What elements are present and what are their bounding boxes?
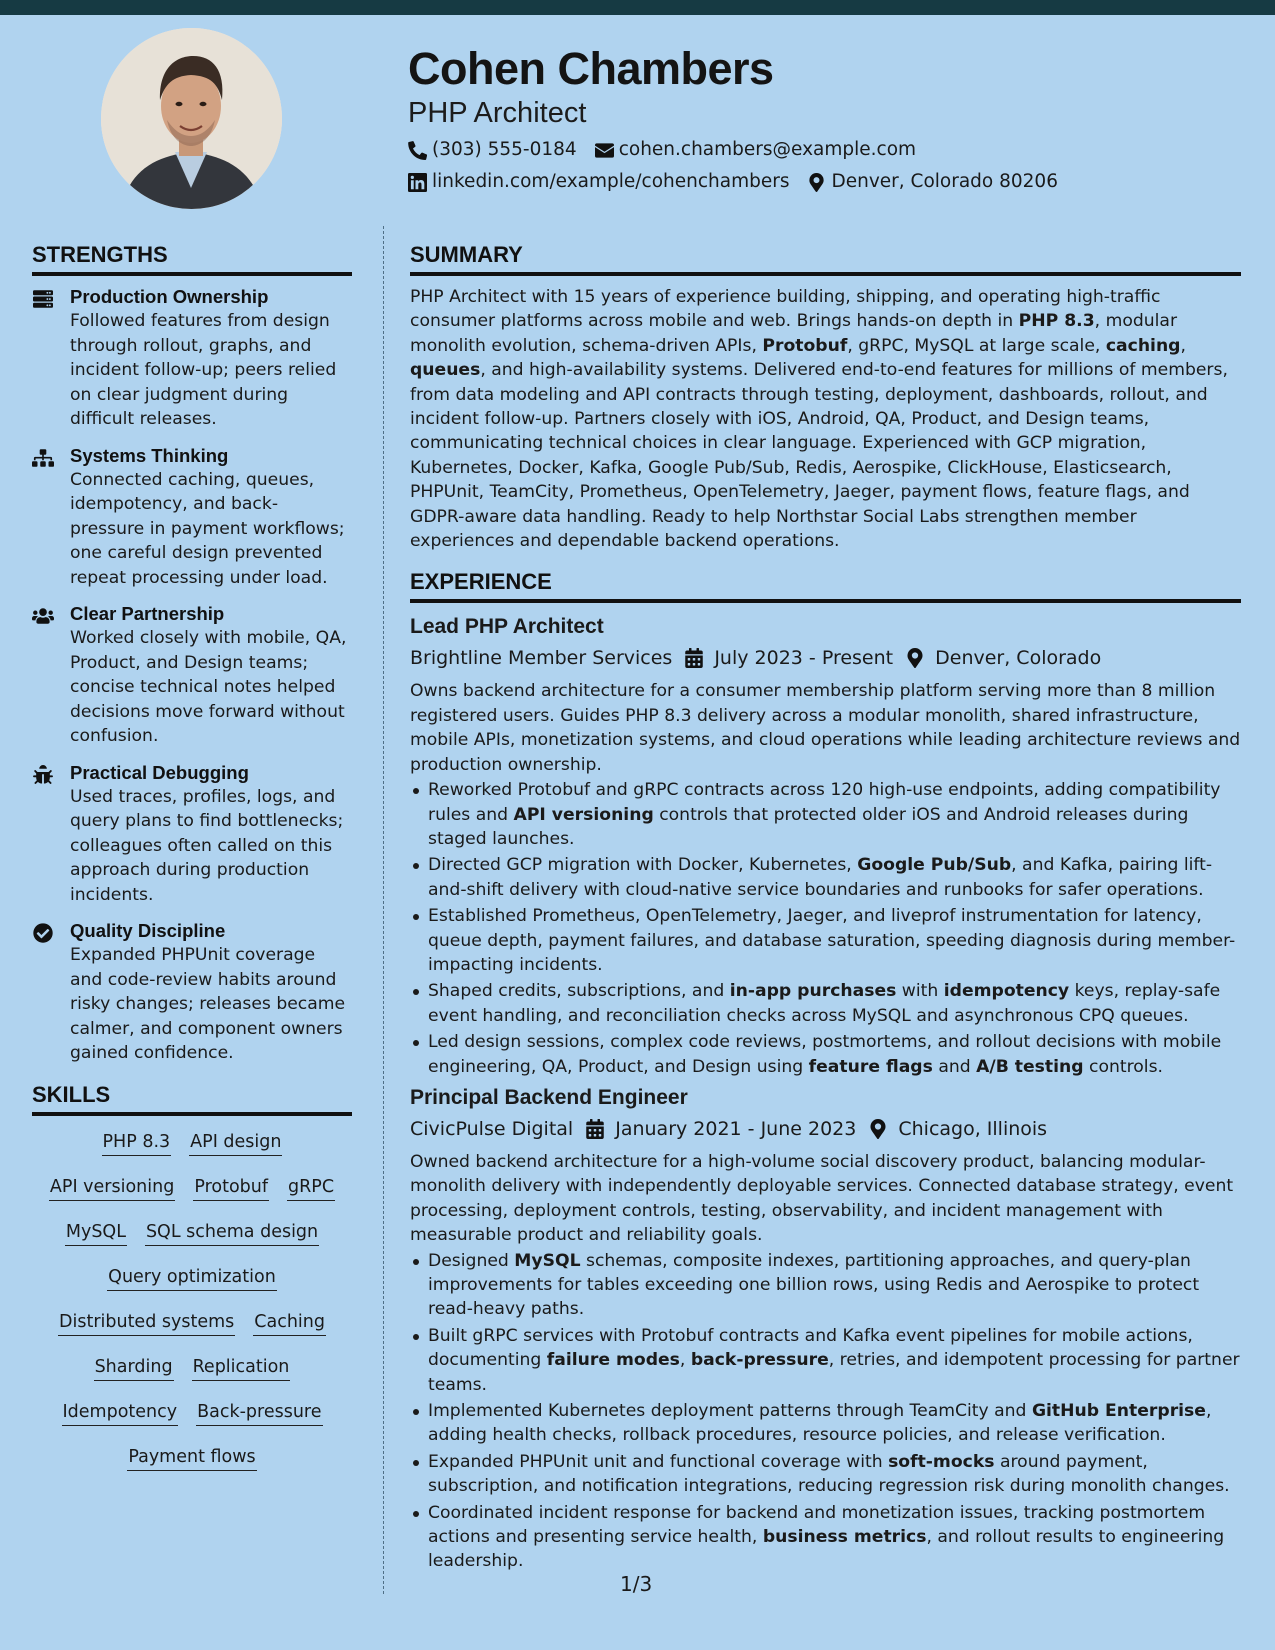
bold-keyword: failure modes bbox=[546, 1350, 680, 1371]
bold-keyword: Protobuf bbox=[762, 335, 848, 356]
skill-tag: Query optimization bbox=[107, 1265, 277, 1291]
right-column bbox=[410, 240, 1241, 1576]
column-divider bbox=[383, 226, 384, 1594]
job-bullet: Built gRPC services with Protobuf contracts and Kafka event pipelines for mobile actions, documenting failure modes, back-pressure, retries, and idempotent processing for partner teams. bbox=[410, 1324, 1241, 1397]
skill-tag: API design bbox=[189, 1130, 282, 1156]
email-contact[interactable] bbox=[595, 134, 916, 166]
skill-tag: Payment flows bbox=[127, 1445, 256, 1471]
strength-item bbox=[32, 285, 352, 432]
experience-heading: EXPERIENCE bbox=[410, 567, 1241, 603]
skill-tag: Sharding bbox=[94, 1355, 174, 1381]
job-company: CivicPulse Digital bbox=[410, 1117, 574, 1140]
strength-title: Systems Thinking bbox=[70, 444, 229, 466]
strength-text: Used traces, profiles, logs, and query plans to find bottlenecks; colleagues often called on this approach during production incidents. bbox=[70, 786, 344, 905]
bold-keyword: queues bbox=[410, 360, 481, 381]
job-bullet: Designed MySQL schemas, composite indexes, partitioning approaches, and query-plan improvements for tables exceeding one billion rows, using Redis and Aerospike to protect read-heavy paths. bbox=[410, 1249, 1241, 1322]
job-bullet: Directed GCP migration with Docker, Kubernetes, Google Pub/Sub, and Kafka, pairing lift-and-shift delivery with cloud-native service boundaries and runbooks for safer operations. bbox=[410, 853, 1241, 902]
job-bullets bbox=[410, 1249, 1241, 1574]
strength-item bbox=[32, 444, 352, 591]
strength-title: Clear Partnership bbox=[70, 603, 225, 624]
resume-header bbox=[408, 40, 1228, 198]
bug-icon bbox=[32, 765, 54, 785]
email-text: cohen.chambers@example.com bbox=[618, 139, 917, 160]
summary-text: PHP Architect with 15 years of experience building, shipping, and operating high-traffic consumer platforms across mobile and web. Brings hands-on depth in PHP 8.3, modular monolith evolution, schema-driven APIs, Protobuf, gRPC, MySQL at large scale, caching, queues, and high-availability systems. Delivered end-to-end features for millions of members, from data modeling and API contracts through testing, deployment, dashboards, rollout, and incident follow-up. Partners closely with iOS, Android, QA, Product, and Design teams, communicating technical choices in clear language. Experienced with GCP migration, Kubernetes, Docker, Kafka, Google Pub/Sub, Redis, Aerospike, ClickHouse, Elasticsearch, PHPUnit, TeamCity, Prometheus, OpenTelemetry, Jaeger, payment flows, feature flags, and GDPR-aware data handling. Ready to help Northstar Social Labs strengthen member experiences and dependable backend operations. bbox=[410, 287, 1228, 552]
job-meta bbox=[410, 642, 1241, 674]
profile-photo bbox=[101, 28, 282, 209]
job-bullet: Expanded PHPUnit unit and functional coverage with soft-mocks around payment, subscription, and notification integrations, reducing regression risk during monolith changes. bbox=[410, 1450, 1241, 1499]
job-description: Owned backend architecture for a high-volume social discovery product, balancing modular-monolith delivery with independently deployable services. Connected database strategy, event processing, deployment controls, testing, observability, and incident management with measurable product and reliability goals. bbox=[410, 1151, 1234, 1246]
strength-text: Expanded PHPUnit coverage and code-review habits around risky changes; releases became calmer, and component owners gained confidence. bbox=[70, 945, 346, 1063]
skill-row bbox=[32, 1440, 352, 1485]
strength-title: Production Ownership bbox=[70, 286, 269, 307]
candidate-name: Cohen Chambers bbox=[408, 43, 774, 94]
strength-item bbox=[32, 761, 352, 908]
skills-list bbox=[32, 1125, 352, 1485]
bold-keyword: Google Pub/Sub bbox=[857, 855, 1012, 876]
bold-keyword: back-pressure bbox=[690, 1350, 829, 1371]
location-text: Denver, Colorado 80206 bbox=[831, 171, 1058, 192]
strength-text: Followed features from design through rollout, graphs, and incident follow-up; peers relied on clear judgment during difficult releases. bbox=[70, 311, 337, 429]
bold-keyword: MySQL bbox=[514, 1250, 581, 1271]
bold-keyword: GitHub Enterprise bbox=[1031, 1401, 1206, 1422]
bold-keyword: soft-mocks bbox=[888, 1451, 995, 1472]
job-bullet: Established Prometheus, OpenTelemetry, Jaeger, and liveprof instrumentation for latency, queue depth, payment failures, and database saturation, speeding diagnosis during member-impacting incidents. bbox=[410, 904, 1241, 977]
job-bullet: Shaped credits, subscriptions, and in-app purchases with idempotency keys, replay-safe event handling, and reconciliation checks across MySQL and asynchronous CPQ queues. bbox=[410, 979, 1241, 1028]
strength-text: Connected caching, queues, idempotency, and back-pressure in payment workflows; one careful design prevented repeat processing under load. bbox=[70, 469, 345, 588]
job-location: Denver, Colorado bbox=[935, 647, 1102, 670]
skill-tag: Idempotency bbox=[62, 1400, 179, 1426]
skill-tag: gRPC bbox=[287, 1175, 335, 1201]
strength-item bbox=[32, 602, 352, 749]
phone-text: (303) 555-0184 bbox=[432, 139, 577, 160]
skill-row bbox=[32, 1350, 352, 1395]
skill-row bbox=[32, 1170, 352, 1215]
strength-text: Worked closely with mobile, QA, Product, and Design teams; concise technical notes helped decisions move forward without confusion. bbox=[70, 628, 347, 746]
job-meta bbox=[410, 1113, 1241, 1145]
skill-tag: Caching bbox=[253, 1310, 326, 1336]
bold-keyword: in-app purchases bbox=[729, 981, 897, 1002]
job-entry bbox=[410, 612, 1241, 1079]
skill-tag: Replication bbox=[192, 1355, 291, 1381]
candidate-role: PHP Architect bbox=[408, 97, 587, 129]
job-description: Owns backend architecture for a consumer membership platform serving more than 8 million registered users. Guides PHP 8.3 delivery across a modular monolith, shared infrastructure, mobile APIs, monetization systems, and cloud operations while leading architecture reviews and production ownership. bbox=[410, 681, 1241, 775]
calendar-icon bbox=[684, 648, 704, 668]
job-dates: July 2023 - Present bbox=[714, 647, 894, 670]
envelope-icon bbox=[595, 141, 614, 160]
job-bullet: Reworked Protobuf and gRPC contracts across 120 high-use endpoints, adding compatibility rules and API versioning controls that protected older iOS and Android releases during staged launches. bbox=[410, 778, 1241, 851]
skill-tag: SQL schema design bbox=[145, 1220, 319, 1246]
phone-icon bbox=[408, 141, 427, 160]
contact-row-1 bbox=[408, 134, 1228, 166]
linkedin-text: linkedin.com/example/cohenchambers bbox=[432, 171, 790, 192]
summary-heading: SUMMARY bbox=[410, 240, 1241, 276]
job-bullet: Led design sessions, complex code reviews, postmortems, and rollout decisions with mobile engineering, QA, Product, and Design using feature flags and A/B testing controls. bbox=[410, 1030, 1241, 1079]
top-bar bbox=[0, 0, 1275, 15]
skill-tag: MySQL bbox=[65, 1220, 127, 1246]
strength-item bbox=[32, 919, 352, 1066]
bold-keyword: feature flags bbox=[808, 1056, 933, 1077]
skill-tag: PHP 8.3 bbox=[102, 1130, 172, 1156]
skill-row bbox=[32, 1395, 352, 1440]
strengths-heading: STRENGTHS bbox=[32, 240, 352, 276]
bold-keyword: PHP 8.3 bbox=[1018, 311, 1095, 332]
skill-row bbox=[32, 1215, 352, 1260]
check-circle-icon bbox=[32, 923, 54, 943]
skill-row bbox=[32, 1125, 352, 1170]
skill-tag: API versioning bbox=[49, 1175, 175, 1201]
map-marker-icon bbox=[905, 648, 925, 668]
bold-keyword: caching bbox=[1105, 335, 1181, 356]
skill-tag: Protobuf bbox=[193, 1175, 269, 1201]
bold-keyword: API versioning bbox=[513, 804, 654, 825]
skill-row bbox=[32, 1305, 352, 1350]
job-title: Principal Backend Engineer bbox=[410, 1085, 688, 1109]
page-number: 1/3 bbox=[620, 1572, 653, 1596]
job-location: Chicago, Illinois bbox=[898, 1117, 1048, 1140]
bold-keyword: A/B testing bbox=[976, 1056, 1084, 1077]
map-marker-icon bbox=[807, 173, 826, 192]
left-column bbox=[32, 240, 352, 1485]
job-dates: January 2021 - June 2023 bbox=[615, 1117, 857, 1140]
linkedin-icon bbox=[408, 173, 427, 192]
contact-row-2 bbox=[408, 166, 1228, 198]
skill-row bbox=[32, 1260, 352, 1305]
job-title: Lead PHP Architect bbox=[410, 615, 604, 639]
job-bullets bbox=[410, 778, 1241, 1079]
job-entry bbox=[410, 1083, 1241, 1574]
location-contact bbox=[807, 166, 1057, 198]
map-marker-icon bbox=[868, 1119, 888, 1139]
calendar-icon bbox=[585, 1119, 605, 1139]
skill-tag: Back-pressure bbox=[196, 1400, 322, 1426]
skills-section bbox=[32, 1080, 352, 1485]
linkedin-contact[interactable] bbox=[408, 166, 789, 198]
bold-keyword: business metrics bbox=[762, 1527, 927, 1548]
job-company: Brightline Member Services bbox=[410, 647, 673, 670]
sitemap-icon bbox=[32, 448, 54, 468]
strength-title: Practical Debugging bbox=[70, 761, 249, 783]
job-bullet: Coordinated incident response for backend and monetization issues, tracking postmortem actions and presenting service health, business metrics, and rollout results to engineering leadership. bbox=[410, 1501, 1241, 1574]
experience-list bbox=[410, 612, 1241, 1573]
users-icon bbox=[32, 606, 54, 626]
skills-heading: SKILLS bbox=[32, 1080, 352, 1116]
bold-keyword: idempotency bbox=[943, 981, 1070, 1002]
job-bullet: Implemented Kubernetes deployment patterns through TeamCity and GitHub Enterprise, adding health checks, rollback procedures, resource policies, and release verification. bbox=[410, 1399, 1241, 1448]
skill-tag: Distributed systems bbox=[58, 1310, 235, 1336]
phone-contact[interactable] bbox=[408, 134, 577, 166]
server-icon bbox=[32, 289, 54, 309]
strength-title: Quality Discipline bbox=[70, 920, 226, 941]
